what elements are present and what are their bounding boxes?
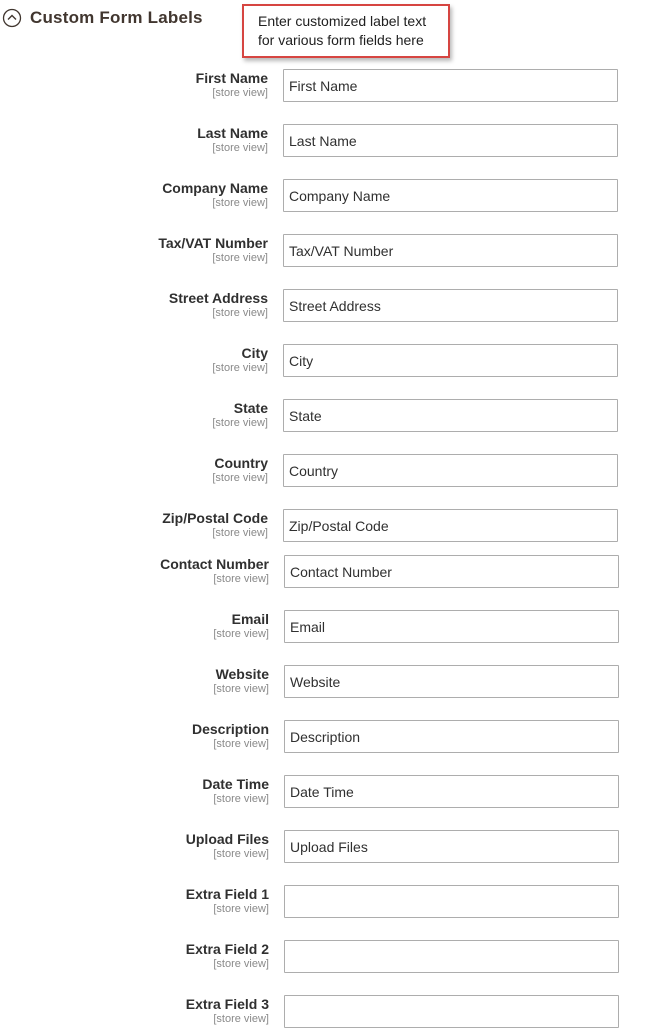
website-input[interactable] <box>284 665 619 698</box>
field-label: Street Address <box>168 290 268 306</box>
field-label-group <box>9 996 269 1026</box>
field-label: Date Time <box>202 776 269 792</box>
form-row-upload-files <box>0 830 650 870</box>
field-label-group <box>8 235 268 265</box>
city-input[interactable] <box>283 344 618 377</box>
form-row-company-name <box>0 179 650 219</box>
field-label-group <box>8 180 268 210</box>
field-label-group <box>8 125 268 155</box>
field-label: Upload Files <box>185 831 269 847</box>
scope-label: [store view] <box>213 573 269 585</box>
upload-files-input[interactable] <box>284 830 619 863</box>
scope-label: [store view] <box>213 628 269 640</box>
email-input[interactable] <box>284 610 619 643</box>
field-label-group <box>8 70 268 100</box>
field-label: City <box>241 345 268 361</box>
field-label: Zip/Postal Code <box>162 510 268 526</box>
field-label: Website <box>215 666 269 682</box>
zip-postal-code-input[interactable] <box>283 509 618 542</box>
field-label-group <box>8 400 268 430</box>
field-label-group <box>8 455 268 485</box>
annotation-callout <box>242 4 450 58</box>
scope-label: [store view] <box>212 197 268 209</box>
field-label-group <box>9 776 269 806</box>
scope-label: [store view] <box>213 683 269 695</box>
form-row-extra-field-2 <box>0 940 650 980</box>
section-title: Custom Form Labels <box>30 8 203 27</box>
callout-line-2: for various form fields here <box>258 32 424 48</box>
field-label-group <box>9 831 269 861</box>
extra-field-3-input[interactable] <box>284 995 619 1028</box>
scope-label: [store view] <box>212 87 268 99</box>
form-row-email <box>0 610 650 650</box>
field-label: Extra Field 3 <box>185 996 269 1012</box>
scope-label: [store view] <box>213 793 269 805</box>
form-row-country <box>0 454 650 494</box>
form-row-website <box>0 665 650 705</box>
scope-label: [store view] <box>213 958 269 970</box>
form-row-description <box>0 720 650 760</box>
date-time-input[interactable] <box>284 775 619 808</box>
first-name-input[interactable] <box>283 69 618 102</box>
company-name-input[interactable] <box>283 179 618 212</box>
street-address-input[interactable] <box>283 289 618 322</box>
extra-field-2-input[interactable] <box>284 940 619 973</box>
field-label-group <box>9 666 269 696</box>
form-row-city <box>0 344 650 384</box>
form-row-zip-postal-code <box>0 509 650 549</box>
scope-label: [store view] <box>212 142 268 154</box>
form-row-contact-number <box>0 555 650 595</box>
field-label: Company Name <box>162 180 268 196</box>
scope-label: [store view] <box>212 252 268 264</box>
field-label: Contact Number <box>160 556 269 572</box>
form-row-street-address <box>0 289 650 329</box>
field-label-group <box>9 611 269 641</box>
form-row-first-name <box>0 69 650 109</box>
country-input[interactable] <box>283 454 618 487</box>
section-header-custom-form-labels[interactable] <box>2 6 203 30</box>
scope-label: [store view] <box>212 362 268 374</box>
form-row-extra-field-3 <box>0 995 650 1035</box>
field-label: First Name <box>195 70 268 86</box>
scope-label: [store view] <box>212 472 268 484</box>
form-row-last-name <box>0 124 650 164</box>
chevron-up-circle-icon[interactable] <box>2 8 22 28</box>
state-input[interactable] <box>283 399 618 432</box>
form-row-extra-field-1 <box>0 885 650 925</box>
form-row-tax-vat-number <box>0 234 650 274</box>
field-label-group <box>8 345 268 375</box>
form-row-date-time <box>0 775 650 815</box>
scope-label: [store view] <box>213 738 269 750</box>
scope-label: [store view] <box>212 527 268 539</box>
scope-label: [store view] <box>213 903 269 915</box>
field-label: Extra Field 1 <box>185 886 269 902</box>
field-label: State <box>233 400 268 416</box>
field-label-group <box>9 886 269 916</box>
field-label: Country <box>214 455 268 471</box>
scope-label: [store view] <box>213 848 269 860</box>
tax-vat-number-input[interactable] <box>283 234 618 267</box>
field-label: Extra Field 2 <box>185 941 269 957</box>
field-label: Tax/VAT Number <box>158 235 268 251</box>
last-name-input[interactable] <box>283 124 618 157</box>
field-label-group <box>9 941 269 971</box>
field-label: Description <box>191 721 269 737</box>
field-label: Last Name <box>197 125 268 141</box>
form-row-state <box>0 399 650 439</box>
callout-line-1: Enter customized label text <box>258 13 427 29</box>
description-input[interactable] <box>284 720 619 753</box>
field-label-group <box>9 556 269 586</box>
scope-label: [store view] <box>213 1013 269 1025</box>
field-label-group <box>9 721 269 751</box>
extra-field-1-input[interactable] <box>284 885 619 918</box>
field-label-group <box>8 290 268 320</box>
scope-label: [store view] <box>212 417 268 429</box>
field-label-group <box>8 510 268 540</box>
scope-label: [store view] <box>212 307 268 319</box>
field-label: Email <box>231 611 269 627</box>
contact-number-input[interactable] <box>284 555 619 588</box>
